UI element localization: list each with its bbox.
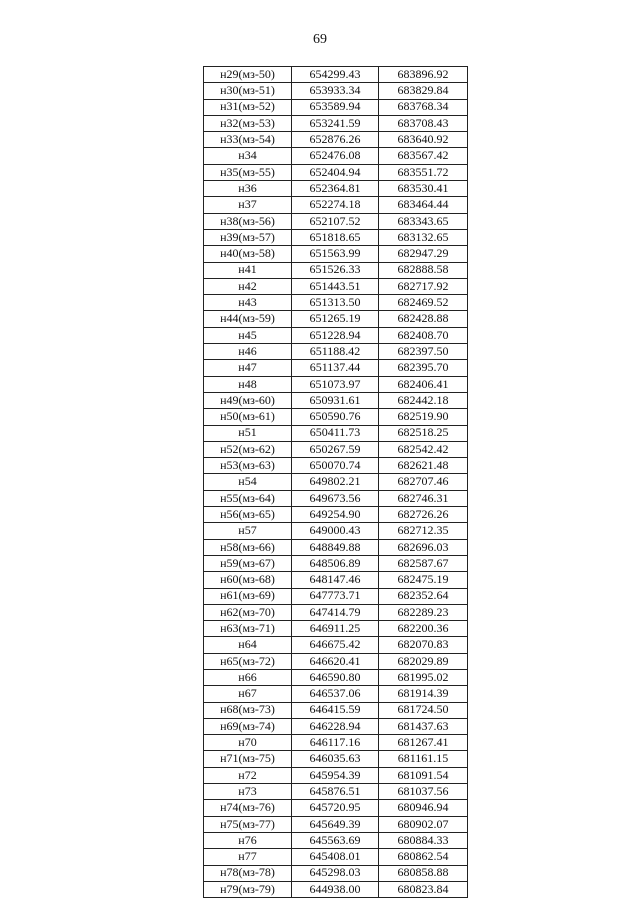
x-coordinate-cell: 650267.59 [292, 441, 379, 457]
x-coordinate-cell: 650070.74 [292, 458, 379, 474]
table-row [204, 849, 468, 865]
table-row [204, 881, 468, 897]
point-id-cell: н48 [204, 376, 292, 392]
y-coordinate-cell: 683343.65 [379, 213, 468, 229]
point-id-cell: н35(мз-55) [204, 164, 292, 180]
y-coordinate-cell: 682428.88 [379, 311, 468, 327]
y-coordinate-cell: 682469.52 [379, 295, 468, 311]
y-coordinate-cell: 682408.70 [379, 327, 468, 343]
x-coordinate-cell: 654299.43 [292, 67, 379, 83]
y-coordinate-cell: 682395.70 [379, 360, 468, 376]
x-coordinate-cell: 648849.88 [292, 539, 379, 555]
x-coordinate-cell: 645408.01 [292, 849, 379, 865]
x-coordinate-cell: 645876.51 [292, 784, 379, 800]
table-row [204, 507, 468, 523]
table-row [204, 213, 468, 229]
x-coordinate-cell: 653589.94 [292, 99, 379, 115]
y-coordinate-cell: 682712.35 [379, 523, 468, 539]
point-id-cell: н45 [204, 327, 292, 343]
table-row [204, 115, 468, 131]
table-row [204, 735, 468, 751]
y-coordinate-cell: 682200.36 [379, 621, 468, 637]
point-id-cell: н68(мз-73) [204, 702, 292, 718]
y-coordinate-cell: 682726.26 [379, 507, 468, 523]
y-coordinate-cell: 682717.92 [379, 278, 468, 294]
table-row [204, 425, 468, 441]
x-coordinate-cell: 651073.97 [292, 376, 379, 392]
y-coordinate-cell: 682397.50 [379, 344, 468, 360]
table-row [204, 621, 468, 637]
table-row [204, 474, 468, 490]
table-row [204, 490, 468, 506]
y-coordinate-cell: 680884.33 [379, 832, 468, 848]
table-row [204, 99, 468, 115]
x-coordinate-cell: 650931.61 [292, 392, 379, 408]
point-id-cell: н36 [204, 181, 292, 197]
coordinates-table [203, 66, 468, 898]
table-row [204, 865, 468, 881]
point-id-cell: н62(мз-70) [204, 604, 292, 620]
point-id-cell: н74(мз-76) [204, 800, 292, 816]
table-row [204, 441, 468, 457]
table-row [204, 148, 468, 164]
table-row [204, 816, 468, 832]
point-id-cell: н65(мз-72) [204, 653, 292, 669]
y-coordinate-cell: 682587.67 [379, 555, 468, 571]
point-id-cell: н73 [204, 784, 292, 800]
x-coordinate-cell: 646675.42 [292, 637, 379, 653]
point-id-cell: н39(мз-57) [204, 229, 292, 245]
y-coordinate-cell: 681267.41 [379, 735, 468, 751]
point-id-cell: н51 [204, 425, 292, 441]
point-id-cell: н42 [204, 278, 292, 294]
x-coordinate-cell: 646228.94 [292, 718, 379, 734]
y-coordinate-cell: 682070.83 [379, 637, 468, 653]
y-coordinate-cell: 682289.23 [379, 604, 468, 620]
x-coordinate-cell: 653933.34 [292, 83, 379, 99]
table-row [204, 539, 468, 555]
x-coordinate-cell: 651228.94 [292, 327, 379, 343]
table-row [204, 246, 468, 262]
y-coordinate-cell: 682029.89 [379, 653, 468, 669]
point-id-cell: н32(мз-53) [204, 115, 292, 131]
point-id-cell: н69(мз-74) [204, 718, 292, 734]
table-row [204, 327, 468, 343]
y-coordinate-cell: 680823.84 [379, 881, 468, 897]
table-row [204, 637, 468, 653]
x-coordinate-cell: 647773.71 [292, 588, 379, 604]
x-coordinate-cell: 652876.26 [292, 132, 379, 148]
x-coordinate-cell: 651313.50 [292, 295, 379, 311]
x-coordinate-cell: 646590.80 [292, 669, 379, 685]
point-id-cell: н76 [204, 832, 292, 848]
x-coordinate-cell: 646911.25 [292, 621, 379, 637]
y-coordinate-cell: 683132.65 [379, 229, 468, 245]
y-coordinate-cell: 682621.48 [379, 458, 468, 474]
table-row [204, 784, 468, 800]
table-row [204, 132, 468, 148]
y-coordinate-cell: 683551.72 [379, 164, 468, 180]
point-id-cell: н55(мз-64) [204, 490, 292, 506]
y-coordinate-cell: 683464.44 [379, 197, 468, 213]
table-row [204, 604, 468, 620]
point-id-cell: н52(мз-62) [204, 441, 292, 457]
point-id-cell: н33(мз-54) [204, 132, 292, 148]
y-coordinate-cell: 683530.41 [379, 181, 468, 197]
x-coordinate-cell: 646537.06 [292, 686, 379, 702]
point-id-cell: н41 [204, 262, 292, 278]
x-coordinate-cell: 651137.44 [292, 360, 379, 376]
page-number: 69 [313, 32, 327, 47]
x-coordinate-cell: 649254.90 [292, 507, 379, 523]
table-row [204, 262, 468, 278]
table-row [204, 311, 468, 327]
point-id-cell: н40(мз-58) [204, 246, 292, 262]
point-id-cell: н46 [204, 344, 292, 360]
point-id-cell: н63(мз-71) [204, 621, 292, 637]
point-id-cell: н64 [204, 637, 292, 653]
y-coordinate-cell: 681161.15 [379, 751, 468, 767]
y-coordinate-cell: 680862.54 [379, 849, 468, 865]
table-row [204, 555, 468, 571]
y-coordinate-cell: 681995.02 [379, 669, 468, 685]
y-coordinate-cell: 683829.84 [379, 83, 468, 99]
point-id-cell: н79(мз-79) [204, 881, 292, 897]
table-row [204, 686, 468, 702]
table-row [204, 181, 468, 197]
x-coordinate-cell: 649802.21 [292, 474, 379, 490]
point-id-cell: н67 [204, 686, 292, 702]
point-id-cell: н37 [204, 197, 292, 213]
y-coordinate-cell: 682406.41 [379, 376, 468, 392]
point-id-cell: н38(мз-56) [204, 213, 292, 229]
y-coordinate-cell: 682947.29 [379, 246, 468, 262]
y-coordinate-cell: 681091.54 [379, 767, 468, 783]
point-id-cell: н47 [204, 360, 292, 376]
y-coordinate-cell: 683768.34 [379, 99, 468, 115]
x-coordinate-cell: 647414.79 [292, 604, 379, 620]
x-coordinate-cell: 646117.16 [292, 735, 379, 751]
table-row [204, 653, 468, 669]
x-coordinate-cell: 652107.52 [292, 213, 379, 229]
table-row [204, 67, 468, 83]
table-row [204, 751, 468, 767]
y-coordinate-cell: 683640.92 [379, 132, 468, 148]
x-coordinate-cell: 650411.73 [292, 425, 379, 441]
table-row [204, 767, 468, 783]
y-coordinate-cell: 682442.18 [379, 392, 468, 408]
y-coordinate-cell: 683567.42 [379, 148, 468, 164]
table-row [204, 197, 468, 213]
x-coordinate-cell: 646415.59 [292, 702, 379, 718]
table-row [204, 800, 468, 816]
x-coordinate-cell: 650590.76 [292, 409, 379, 425]
point-id-cell: н57 [204, 523, 292, 539]
point-id-cell: н54 [204, 474, 292, 490]
point-id-cell: н60(мз-68) [204, 572, 292, 588]
point-id-cell: н43 [204, 295, 292, 311]
point-id-cell: н29(мз-50) [204, 67, 292, 83]
y-coordinate-cell: 680946.94 [379, 800, 468, 816]
point-id-cell: н75(мз-77) [204, 816, 292, 832]
x-coordinate-cell: 651526.33 [292, 262, 379, 278]
x-coordinate-cell: 653241.59 [292, 115, 379, 131]
y-coordinate-cell: 683708.43 [379, 115, 468, 131]
table-row [204, 229, 468, 245]
table-row [204, 523, 468, 539]
x-coordinate-cell: 645298.03 [292, 865, 379, 881]
x-coordinate-cell: 651265.19 [292, 311, 379, 327]
x-coordinate-cell: 651443.51 [292, 278, 379, 294]
table-row [204, 588, 468, 604]
point-id-cell: н44(мз-59) [204, 311, 292, 327]
y-coordinate-cell: 683896.92 [379, 67, 468, 83]
point-id-cell: н70 [204, 735, 292, 751]
point-id-cell: н59(мз-67) [204, 555, 292, 571]
table-row [204, 702, 468, 718]
x-coordinate-cell: 645954.39 [292, 767, 379, 783]
table-row [204, 360, 468, 376]
x-coordinate-cell: 652364.81 [292, 181, 379, 197]
y-coordinate-cell: 681037.56 [379, 784, 468, 800]
table-row [204, 832, 468, 848]
x-coordinate-cell: 645649.39 [292, 816, 379, 832]
point-id-cell: н72 [204, 767, 292, 783]
y-coordinate-cell: 681724.50 [379, 702, 468, 718]
table-row [204, 718, 468, 734]
point-id-cell: н34 [204, 148, 292, 164]
point-id-cell: н56(мз-65) [204, 507, 292, 523]
table-row [204, 295, 468, 311]
coordinates-table-body [204, 67, 468, 898]
y-coordinate-cell: 681437.63 [379, 718, 468, 734]
table-row [204, 409, 468, 425]
table-row [204, 164, 468, 180]
y-coordinate-cell: 682352.64 [379, 588, 468, 604]
x-coordinate-cell: 651563.99 [292, 246, 379, 262]
table-row [204, 572, 468, 588]
x-coordinate-cell: 644938.00 [292, 881, 379, 897]
y-coordinate-cell: 682518.25 [379, 425, 468, 441]
y-coordinate-cell: 682519.90 [379, 409, 468, 425]
point-id-cell: н49(мз-60) [204, 392, 292, 408]
y-coordinate-cell: 682696.03 [379, 539, 468, 555]
point-id-cell: н30(мз-51) [204, 83, 292, 99]
y-coordinate-cell: 682542.42 [379, 441, 468, 457]
point-id-cell: н66 [204, 669, 292, 685]
y-coordinate-cell: 682707.46 [379, 474, 468, 490]
x-coordinate-cell: 646035.63 [292, 751, 379, 767]
x-coordinate-cell: 649673.56 [292, 490, 379, 506]
table-row [204, 376, 468, 392]
x-coordinate-cell: 651818.65 [292, 229, 379, 245]
x-coordinate-cell: 652404.94 [292, 164, 379, 180]
table-row [204, 83, 468, 99]
y-coordinate-cell: 682746.31 [379, 490, 468, 506]
y-coordinate-cell: 680858.88 [379, 865, 468, 881]
point-id-cell: н31(мз-52) [204, 99, 292, 115]
table-row [204, 344, 468, 360]
table-row [204, 278, 468, 294]
x-coordinate-cell: 652274.18 [292, 197, 379, 213]
point-id-cell: н58(мз-66) [204, 539, 292, 555]
point-id-cell: н77 [204, 849, 292, 865]
point-id-cell: н50(мз-61) [204, 409, 292, 425]
x-coordinate-cell: 645720.95 [292, 800, 379, 816]
point-id-cell: н61(мз-69) [204, 588, 292, 604]
point-id-cell: н78(мз-78) [204, 865, 292, 881]
table-row [204, 669, 468, 685]
x-coordinate-cell: 646620.41 [292, 653, 379, 669]
x-coordinate-cell: 645563.69 [292, 832, 379, 848]
y-coordinate-cell: 680902.07 [379, 816, 468, 832]
x-coordinate-cell: 652476.08 [292, 148, 379, 164]
point-id-cell: н53(мз-63) [204, 458, 292, 474]
y-coordinate-cell: 682475.19 [379, 572, 468, 588]
table-row [204, 392, 468, 408]
table-row [204, 458, 468, 474]
x-coordinate-cell: 648147.46 [292, 572, 379, 588]
y-coordinate-cell: 681914.39 [379, 686, 468, 702]
x-coordinate-cell: 648506.89 [292, 555, 379, 571]
y-coordinate-cell: 682888.58 [379, 262, 468, 278]
point-id-cell: н71(мз-75) [204, 751, 292, 767]
x-coordinate-cell: 651188.42 [292, 344, 379, 360]
x-coordinate-cell: 649000.43 [292, 523, 379, 539]
